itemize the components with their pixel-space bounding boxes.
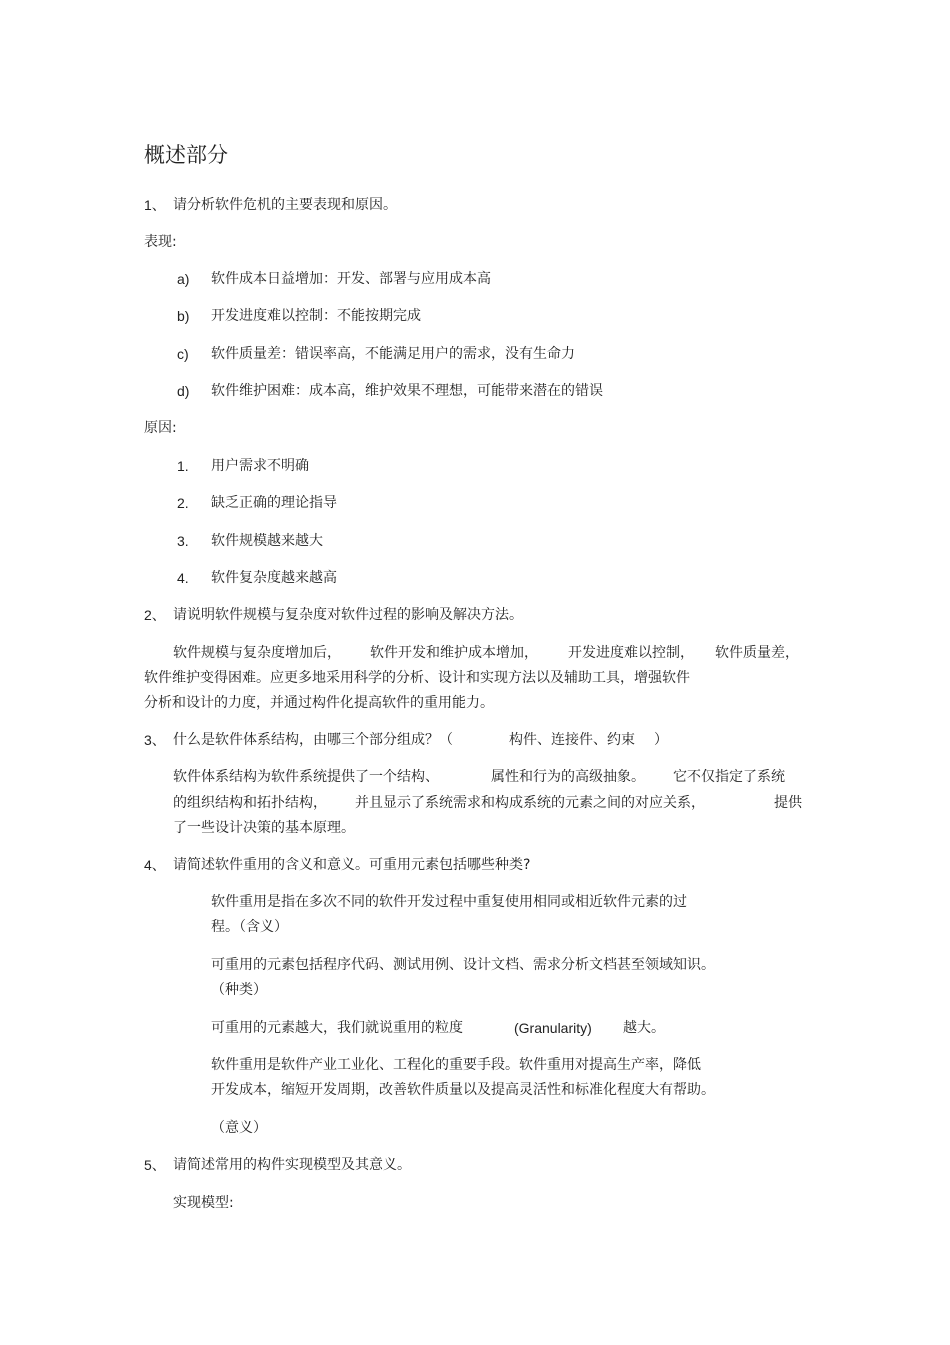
answer-text: 软件开发和维护成本增加， <box>370 645 538 661</box>
answer-text: 越大。 <box>623 1020 665 1036</box>
answer-text: (Granularity) <box>514 1020 592 1036</box>
answer-text: 软件重用是软件产业工业化、工程化的重要手段。软件重用对提高生产率，降低 <box>211 1057 701 1073</box>
list-marker: 3. <box>177 533 189 549</box>
list-marker: d) <box>177 383 190 399</box>
list-item: 软件质量差：错误率高，不能满足用户的需求，没有生命力 <box>211 346 575 362</box>
list-item: 软件复杂度越来越高 <box>211 570 337 586</box>
answer-text: （意义） <box>211 1120 267 1136</box>
question-2-text: 请说明软件规模与复杂度对软件过程的影响及解决方法。 <box>173 607 523 623</box>
answer-text: 开发成本，缩短开发周期，改善软件质量以及提高灵活性和标准化程度大有帮助。 <box>211 1082 715 1098</box>
answer-text: 程。（含义） <box>211 919 288 935</box>
question-5-text: 请简述常用的构件实现模型及其意义。 <box>173 1157 411 1173</box>
list-marker: a) <box>177 271 190 287</box>
question-3-keywords: 构件、连接件、约束 <box>509 732 635 748</box>
answer-text: 可重用的元素越大，我们就说重用的粒度 <box>211 1020 463 1036</box>
answer-text: 分析和设计的力度，并通过构件化提高软件的重用能力。 <box>144 695 494 711</box>
page-title: 概述部分 <box>144 143 228 167</box>
list-item: 软件成本日益增加：开发、部署与应用成本高 <box>211 271 491 287</box>
list-marker: 2. <box>177 495 189 511</box>
list-item: 缺乏正确的理论指导 <box>211 495 337 511</box>
answer-text: 属性和行为的高级抽象。 <box>491 769 645 785</box>
symptoms-label: 表现: <box>144 234 177 250</box>
list-item: 软件维护困难：成本高，维护效果不理想，可能带来潜在的错误 <box>211 383 603 399</box>
question-1-number: 1、 <box>144 197 166 213</box>
answer-text: 开发进度难以控制， <box>568 645 694 661</box>
question-2-number: 2、 <box>144 607 166 623</box>
answer-text: 软件体系结构为软件系统提供了一个结构、 <box>173 769 439 785</box>
section-label: 实现模型: <box>173 1195 234 1211</box>
question-4-text: 请简述软件重用的含义和意义。可重用元素包括哪些种类? <box>173 857 531 873</box>
answer-text: 软件重用是指在多次不同的软件开发过程中重复使用相同或相近软件元素的过 <box>211 894 687 910</box>
list-marker: b) <box>177 308 190 324</box>
list-item: 用户需求不明确 <box>211 458 309 474</box>
question-3-close: ） <box>654 732 668 748</box>
question-5-number: 5、 <box>144 1157 166 1173</box>
answer-text: 软件质量差， <box>715 645 799 661</box>
answer-text: 并且显示了系统需求和构成系统的元素之间的对应关系， <box>355 795 705 811</box>
list-marker: 4. <box>177 570 189 586</box>
question-3-text: 什么是软件体系结构，由哪三个部分组成？（ <box>173 732 453 748</box>
answer-text: 软件维护变得困难。应更多地采用科学的分析、设计和实现方法以及辅助工具，增强软件 <box>144 670 690 686</box>
list-item: 软件规模越来越大 <box>211 533 323 549</box>
answer-text: 了一些设计决策的基本原理。 <box>173 820 355 836</box>
answer-text: （种类） <box>211 982 267 998</box>
list-marker: 1. <box>177 458 189 474</box>
question-1-text: 请分析软件危机的主要表现和原因。 <box>173 197 397 213</box>
answer-text: 它不仅指定了系统 <box>673 769 785 785</box>
question-4-number: 4、 <box>144 857 166 873</box>
answer-text: 提供 <box>774 795 802 811</box>
list-item: 开发进度难以控制：不能按期完成 <box>211 308 421 324</box>
answer-text: 软件规模与复杂度增加后， <box>173 645 341 661</box>
causes-label: 原因: <box>144 420 177 436</box>
question-3-number: 3、 <box>144 732 166 748</box>
list-marker: c) <box>177 346 189 362</box>
answer-text: 可重用的元素包括程序代码、测试用例、设计文档、需求分析文档甚至领域知识。 <box>211 957 715 973</box>
answer-text: 的组织结构和拓扑结构， <box>173 795 327 811</box>
